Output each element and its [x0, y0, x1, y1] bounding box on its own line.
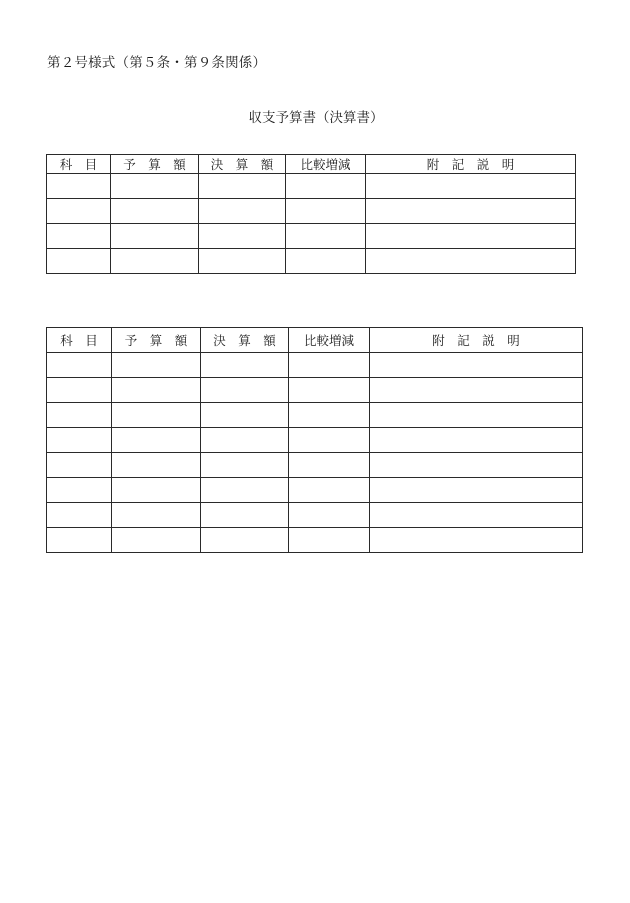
cell-account[interactable]	[47, 199, 111, 224]
column-header-notes: 附 記 説 明	[366, 155, 576, 174]
cell-notes[interactable]	[366, 249, 576, 274]
cell-budget-amount[interactable]	[112, 528, 201, 553]
document-title: 収支予算書（決算書）	[248, 110, 384, 126]
cell-account[interactable]	[47, 528, 112, 553]
table-row	[47, 378, 583, 403]
cell-account[interactable]	[47, 378, 112, 403]
cell-difference[interactable]	[289, 503, 370, 528]
cell-notes[interactable]	[370, 528, 583, 553]
cell-settlement-amount[interactable]	[201, 428, 289, 453]
cell-settlement-amount[interactable]	[201, 503, 289, 528]
cell-notes[interactable]	[370, 453, 583, 478]
cell-notes[interactable]	[370, 503, 583, 528]
cell-budget-amount[interactable]	[112, 453, 201, 478]
cell-difference[interactable]	[289, 428, 370, 453]
table-row	[47, 453, 583, 478]
cell-settlement-amount[interactable]	[199, 199, 286, 224]
cell-notes[interactable]	[370, 353, 583, 378]
column-header-difference: 比較増減	[289, 328, 370, 353]
cell-difference[interactable]	[289, 378, 370, 403]
cell-difference[interactable]	[286, 249, 366, 274]
cell-budget-amount[interactable]	[111, 224, 199, 249]
cell-difference[interactable]	[289, 353, 370, 378]
cell-account[interactable]	[47, 353, 112, 378]
cell-settlement-amount[interactable]	[201, 528, 289, 553]
cell-account[interactable]	[47, 249, 111, 274]
column-header-budget-amount: 予 算 額	[112, 328, 201, 353]
cell-account[interactable]	[47, 224, 111, 249]
cell-account[interactable]	[47, 478, 112, 503]
budget-table-2	[46, 327, 583, 553]
column-header-account: 科 目	[47, 155, 111, 174]
table-row	[47, 224, 576, 249]
cell-budget-amount[interactable]	[112, 428, 201, 453]
cell-notes[interactable]	[366, 224, 576, 249]
column-header-account: 科 目	[47, 328, 112, 353]
table-row	[47, 199, 576, 224]
cell-difference[interactable]	[289, 478, 370, 503]
cell-settlement-amount[interactable]	[199, 249, 286, 274]
cell-budget-amount[interactable]	[111, 174, 199, 199]
table-row	[47, 503, 583, 528]
cell-notes[interactable]	[370, 478, 583, 503]
cell-budget-amount[interactable]	[111, 199, 199, 224]
cell-notes[interactable]	[366, 199, 576, 224]
cell-settlement-amount[interactable]	[201, 453, 289, 478]
header-row	[47, 328, 583, 353]
cell-budget-amount[interactable]	[112, 478, 201, 503]
cell-account[interactable]	[47, 174, 111, 199]
cell-settlement-amount[interactable]	[201, 478, 289, 503]
cell-budget-amount[interactable]	[112, 378, 201, 403]
cell-budget-amount[interactable]	[112, 503, 201, 528]
cell-notes[interactable]	[370, 403, 583, 428]
cell-difference[interactable]	[289, 528, 370, 553]
column-header-notes: 附 記 説 明	[370, 328, 583, 353]
cell-difference[interactable]	[286, 224, 366, 249]
table-row	[47, 403, 583, 428]
cell-difference[interactable]	[286, 199, 366, 224]
cell-notes[interactable]	[366, 174, 576, 199]
table-row	[47, 174, 576, 199]
header-row	[47, 155, 576, 174]
table-row	[47, 478, 583, 503]
column-header-settlement-amount: 決 算 額	[201, 328, 289, 353]
form-number: 第２号様式（第５条・第９条関係）	[47, 55, 267, 71]
cell-account[interactable]	[47, 453, 112, 478]
cell-account[interactable]	[47, 503, 112, 528]
cell-budget-amount[interactable]	[112, 403, 201, 428]
column-header-settlement-amount: 決 算 額	[199, 155, 286, 174]
cell-difference[interactable]	[289, 453, 370, 478]
cell-difference[interactable]	[289, 403, 370, 428]
column-header-budget-amount: 予 算 額	[111, 155, 199, 174]
budget-table-1	[46, 154, 576, 274]
cell-settlement-amount[interactable]	[201, 378, 289, 403]
cell-budget-amount[interactable]	[112, 353, 201, 378]
cell-account[interactable]	[47, 403, 112, 428]
cell-difference[interactable]	[286, 174, 366, 199]
cell-settlement-amount[interactable]	[201, 353, 289, 378]
cell-notes[interactable]	[370, 378, 583, 403]
table-row	[47, 428, 583, 453]
cell-settlement-amount[interactable]	[199, 224, 286, 249]
cell-settlement-amount[interactable]	[199, 174, 286, 199]
cell-settlement-amount[interactable]	[201, 403, 289, 428]
cell-account[interactable]	[47, 428, 112, 453]
column-header-difference: 比較増減	[286, 155, 366, 174]
table-row	[47, 528, 583, 553]
cell-notes[interactable]	[370, 428, 583, 453]
table-row	[47, 249, 576, 274]
table-row	[47, 353, 583, 378]
cell-budget-amount[interactable]	[111, 249, 199, 274]
